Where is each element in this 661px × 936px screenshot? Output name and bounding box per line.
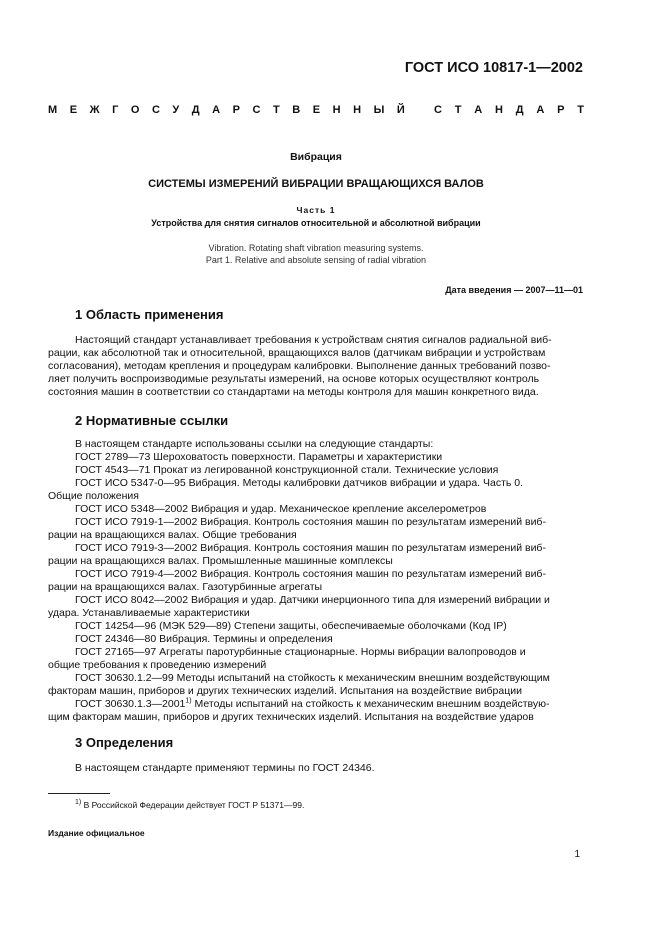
reference-item-cont: рации на вращающихся валах. Промышленные машинные комплексы: [48, 555, 393, 567]
banner-letter: Д: [515, 104, 524, 116]
reference-item: ГОСТ ИСО 8042—2002 Вибрация и удар. Датчики инерционного типа для измерений вибрации и: [75, 594, 550, 606]
text-line: Настоящий стандарт устанавливает требования к устройствам снятия сигналов радиальной виб-: [75, 334, 552, 346]
banner-letter: А: [212, 104, 221, 116]
banner-letter: М: [48, 104, 58, 116]
text-line: ляет получить воспроизводимые результаты измерений, на основе которых осуществляют контроль: [48, 373, 540, 385]
reference-item-cont: рации на вращающихся валах. Общие требования: [48, 529, 297, 541]
reference-item-cont: удара. Устанавливаемые характеристики: [48, 607, 250, 619]
english-title-line-1: Vibration. Rotating shaft vibration measuring systems.: [208, 243, 424, 253]
banner-letter: А: [474, 104, 483, 116]
introduction-date: Дата введения — 2007—11—01: [445, 285, 583, 295]
definitions-paragraph: [48, 762, 583, 775]
reference-item-cont: Общие положения: [48, 490, 139, 502]
reference-item: ГОСТ ИСО 5347-0—95 Вибрация. Методы калибровки датчиков вибрации и удара. Часть 0.: [75, 477, 524, 489]
reference-item-cont: щим факторам машин, приборов и других технических изделий. Испытания на воздействие ударов: [48, 711, 534, 723]
topic-title: Вибрация: [290, 151, 342, 163]
banner-letter: Е: [69, 104, 78, 116]
standard-word: [434, 104, 584, 116]
banner-letter: Т: [454, 104, 462, 116]
banner-letter: Н: [494, 104, 503, 116]
page-number: 1: [574, 849, 580, 860]
interstate-word: [48, 104, 405, 116]
banner-letter: Ж: [89, 104, 100, 116]
part-subtitle: Устройства для снятия сигналов относительной и абсолютной вибрации: [151, 218, 481, 228]
interstate-standard-banner: [48, 104, 584, 116]
reference-item: ГОСТ 2789—73 Шероховатость поверхности. Параметры и характеристики: [75, 451, 443, 463]
banner-letter: Ы: [373, 104, 385, 116]
footnote-marker-link[interactable]: 1): [185, 697, 192, 705]
banner-letter: А: [536, 104, 545, 116]
footnote: [75, 800, 304, 810]
banner-letter: Н: [353, 104, 362, 116]
reference-code: ГОСТ 30630.1.3—2001: [75, 698, 186, 710]
reference-item-cont: факторам машин, приборов и других технических изделий. Испытания на воздействие вибрации: [48, 685, 522, 697]
reference-item: [48, 698, 583, 711]
reference-title: Методы испытаний на стойкость к механическим внешним воздействую-: [191, 698, 550, 710]
text-line: согласования), методам крепления и процедурам калибровки. Выполнение данных требований позво-: [48, 360, 551, 372]
banner-letter: Н: [332, 104, 341, 116]
banner-letter: Е: [312, 104, 321, 116]
reference-item: ГОСТ 14254—96 (МЭК 529—89) Степени защиты, обеспечиваемые оболочками (Код IP): [75, 620, 507, 632]
reference-item: ГОСТ 30630.1.2—99 Методы испытаний на стойкость к механическим внешним воздействующим: [75, 672, 550, 684]
reference-item: ГОСТ 27165—97 Агрегаты паротурбинные стационарные. Нормы вибрации валопроводов и: [75, 646, 526, 658]
references-list: [48, 438, 583, 724]
banner-letter: Г: [112, 104, 119, 116]
banner-letter: Й: [396, 104, 405, 116]
scope-paragraph: [48, 334, 583, 399]
footnote-marker: 1): [75, 799, 82, 807]
banner-letter: У: [172, 104, 180, 116]
text-line: В настоящем стандарте использованы ссылки на следующие стандарты:: [75, 438, 434, 450]
banner-letter: В: [292, 104, 301, 116]
banner-letter: Д: [191, 104, 200, 116]
reference-item-cont: общие требования к проведению измерений: [48, 659, 267, 671]
text-line: состояния машин в соответствии со стандартами на методы контроля для машин конкретного вида.: [48, 386, 539, 398]
english-title-line-2: Part 1. Relative and absolute sensing of radial vibration: [205, 255, 427, 265]
banner-letter: С: [151, 104, 160, 116]
banner-letter: Р: [557, 104, 565, 116]
banner-letter: С: [434, 104, 442, 116]
document-title: СИСТЕМЫ ИЗМЕРЕНИЙ ВИБРАЦИИ ВРАЩАЮЩИХСЯ ВАЛОВ: [148, 178, 484, 190]
reference-item: ГОСТ ИСО 7919-1—2002 Вибрация. Контроль состояния машин по результатам измерений виб-: [75, 516, 546, 528]
footnote-divider: [48, 793, 110, 794]
banner-letter: Р: [232, 104, 240, 116]
reference-item: ГОСТ ИСО 7919-3—2002 Вибрация. Контроль состояния машин по результатам измерений виб-: [75, 542, 546, 554]
section-heading-definitions: 3 Определения: [75, 735, 174, 750]
section-heading-references: 2 Нормативные ссылки: [75, 413, 229, 428]
reference-item: ГОСТ ИСО 5348—2002 Вибрация и удар. Механическое крепление акселерометров: [75, 503, 487, 515]
official-edition-label: Издание официальное: [48, 828, 145, 838]
reference-item: ГОСТ 4543—71 Прокат из легированной конструкционной стали. Технические условия: [75, 464, 499, 476]
gost-number: ГОСТ ИСО 10817-1—2002: [404, 60, 583, 76]
banner-letter: Т: [577, 104, 584, 116]
reference-item-cont: рации на вращающихся валах. Газотурбинные агрегаты: [48, 581, 323, 593]
reference-item: ГОСТ ИСО 7919-4—2002 Вибрация. Контроль состояния машин по результатам измерений виб-: [75, 568, 546, 580]
part-label: Часть 1: [296, 205, 336, 215]
text-line: В настоящем стандарте применяют термины по ГОСТ 24346.: [75, 762, 375, 774]
reference-item: ГОСТ 24346—80 Вибрация. Термины и определения: [75, 633, 333, 645]
banner-letter: Т: [273, 104, 280, 116]
section-heading-scope: 1 Область применения: [75, 307, 224, 322]
text-line: рации, как абсолютной так и относительной, вращающихся валов (датчикам вибрации и устройствам: [48, 347, 546, 359]
banner-letter: С: [252, 104, 261, 116]
banner-letter: О: [130, 104, 140, 116]
footnote-text: В Российской Федерации действует ГОСТ Р 51371—99.: [81, 800, 305, 810]
